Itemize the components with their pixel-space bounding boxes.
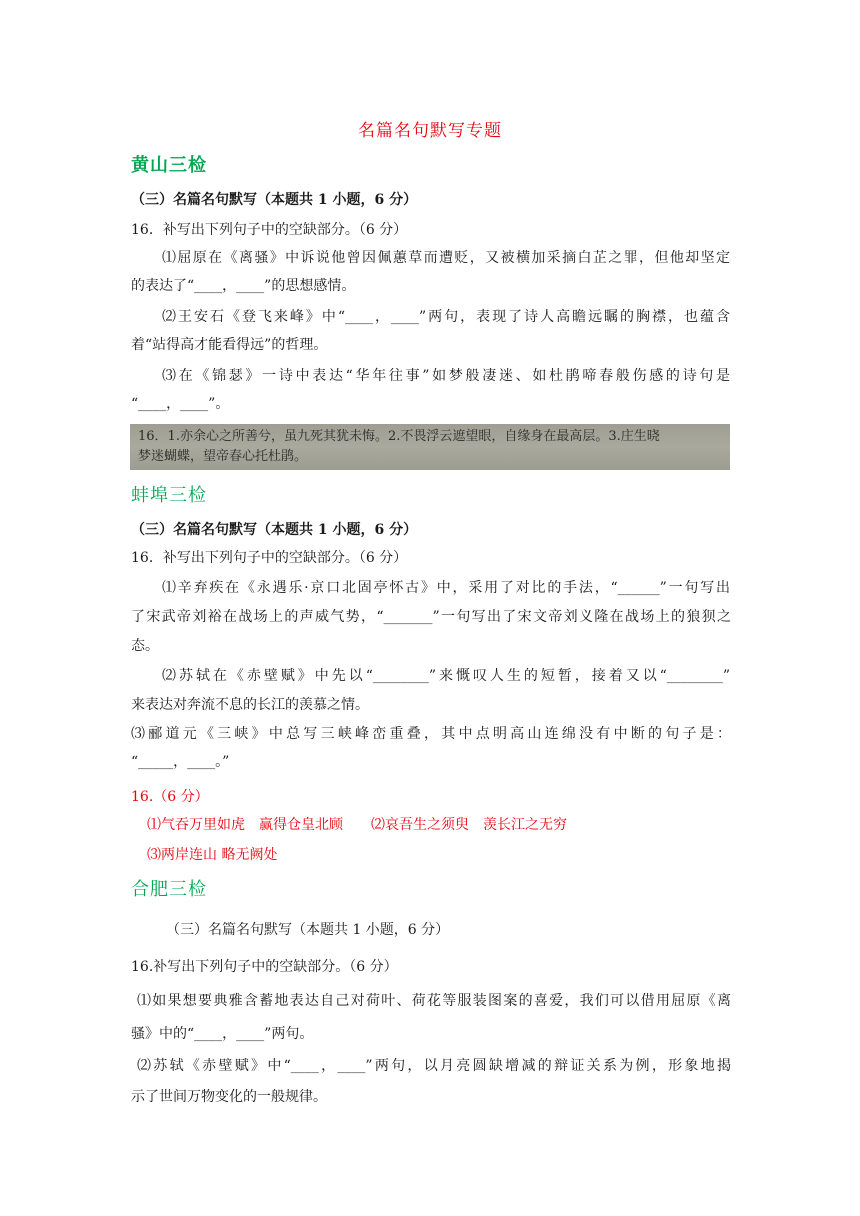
item-line: “____，____”。 [131, 396, 230, 412]
part-header: （三）名篇名句默写（本题共 1 小题，6 分） [131, 522, 418, 538]
item-line: ⑵苏轼在《赤壁赋》中先以“________”来慨叹人生的短暂，接着又以“________” [162, 668, 730, 684]
item-line: 着“站得高才能看得远”的哲理。 [131, 337, 328, 353]
section-heading-huangshan: 黄山三检 [131, 155, 207, 176]
answer-line: ⑴气吞万里如虎 赢得仓皇北顾 ⑵哀吾生之须臾 羡长江之无穷 [147, 817, 567, 833]
item-line: 来表达对奔流不息的长江的羡慕之情。 [131, 697, 369, 713]
item-line: “_____，____。” [131, 754, 230, 770]
answer-scan-image [130, 424, 730, 470]
item-line: 示了世间万物变化的一般规律。 [131, 1089, 327, 1105]
question-stem: 16.补写出下列句子中的空缺部分。（6 分） [131, 959, 398, 975]
item-line: ⑵苏轼《赤壁赋》中“____，____”两句，以月亮圆缺增减的辩证关系为例，形象地揭 [137, 1058, 731, 1074]
question-stem: 16．补写出下列句子中的空缺部分。（6 分） [131, 550, 408, 566]
item-line: ⑴屈原在《离骚》中诉说他曾因佩蕙草而遭贬，又被横加采摘白芷之罪，但他却坚定 [162, 250, 730, 266]
section-heading-hefei: 合肥三检 [131, 879, 207, 900]
item-line: ⑵王安石《登飞来峰》中“____，____”两句，表现了诗人高瞻远瞩的胸襟，也蕴含 [162, 309, 730, 325]
item-line: ⑶在《锦瑟》一诗中表达“华年往事”如梦般凄迷、如杜鹃啼春般伤感的诗句是 [162, 368, 730, 384]
answer-heading: 16.（6 分） [131, 789, 209, 805]
answer-scan-line: 16．1.亦余心之所善兮，虽九死其犹未悔。2.不畏浮云遮望眼，自缘身在最高层。3.庄生晓 [138, 429, 660, 444]
item-line: 的表达了“____，____”的思想感情。 [131, 278, 356, 294]
part-header: （三）名篇名句默写（本题共 1 小题，6 分） [166, 922, 450, 938]
item-line: 了宋武帝刘裕在战场上的声威气势，“_______”一句写出了宋文帝刘义隆在战场上的狼狈之 [131, 609, 731, 625]
answer-scan-line: 梦迷蝴蝶，望帝春心托杜鹃。 [138, 449, 308, 464]
question-stem: 16．补写出下列句子中的空缺部分。（6 分） [131, 222, 408, 238]
item-line: ⑴如果想要典雅含蓄地表达自己对荷叶、荷花等服装图案的喜爱，我们可以借用屈原《离 [137, 993, 731, 1009]
item-line: ⑴辛弃疾在《永遇乐·京口北固亭怀古》中，采用了对比的手法，“______”一句写出 [162, 580, 730, 596]
item-line: ⑶郦道元《三峡》中总写三峡峰峦重叠，其中点明高山连绵没有中断的句子是： [131, 726, 731, 742]
answer-line: ⑶两岸连山 略无阙处 [147, 847, 278, 863]
document-title: 名篇名句默写专题 [358, 121, 502, 141]
part-header: （三）名篇名句默写（本题共 1 小题，6 分） [131, 192, 418, 208]
item-line: 骚》中的“____，____”两句。 [131, 1026, 314, 1042]
item-line: 态。 [131, 638, 159, 654]
section-heading-bengbu: 蚌埠三检 [131, 485, 207, 506]
